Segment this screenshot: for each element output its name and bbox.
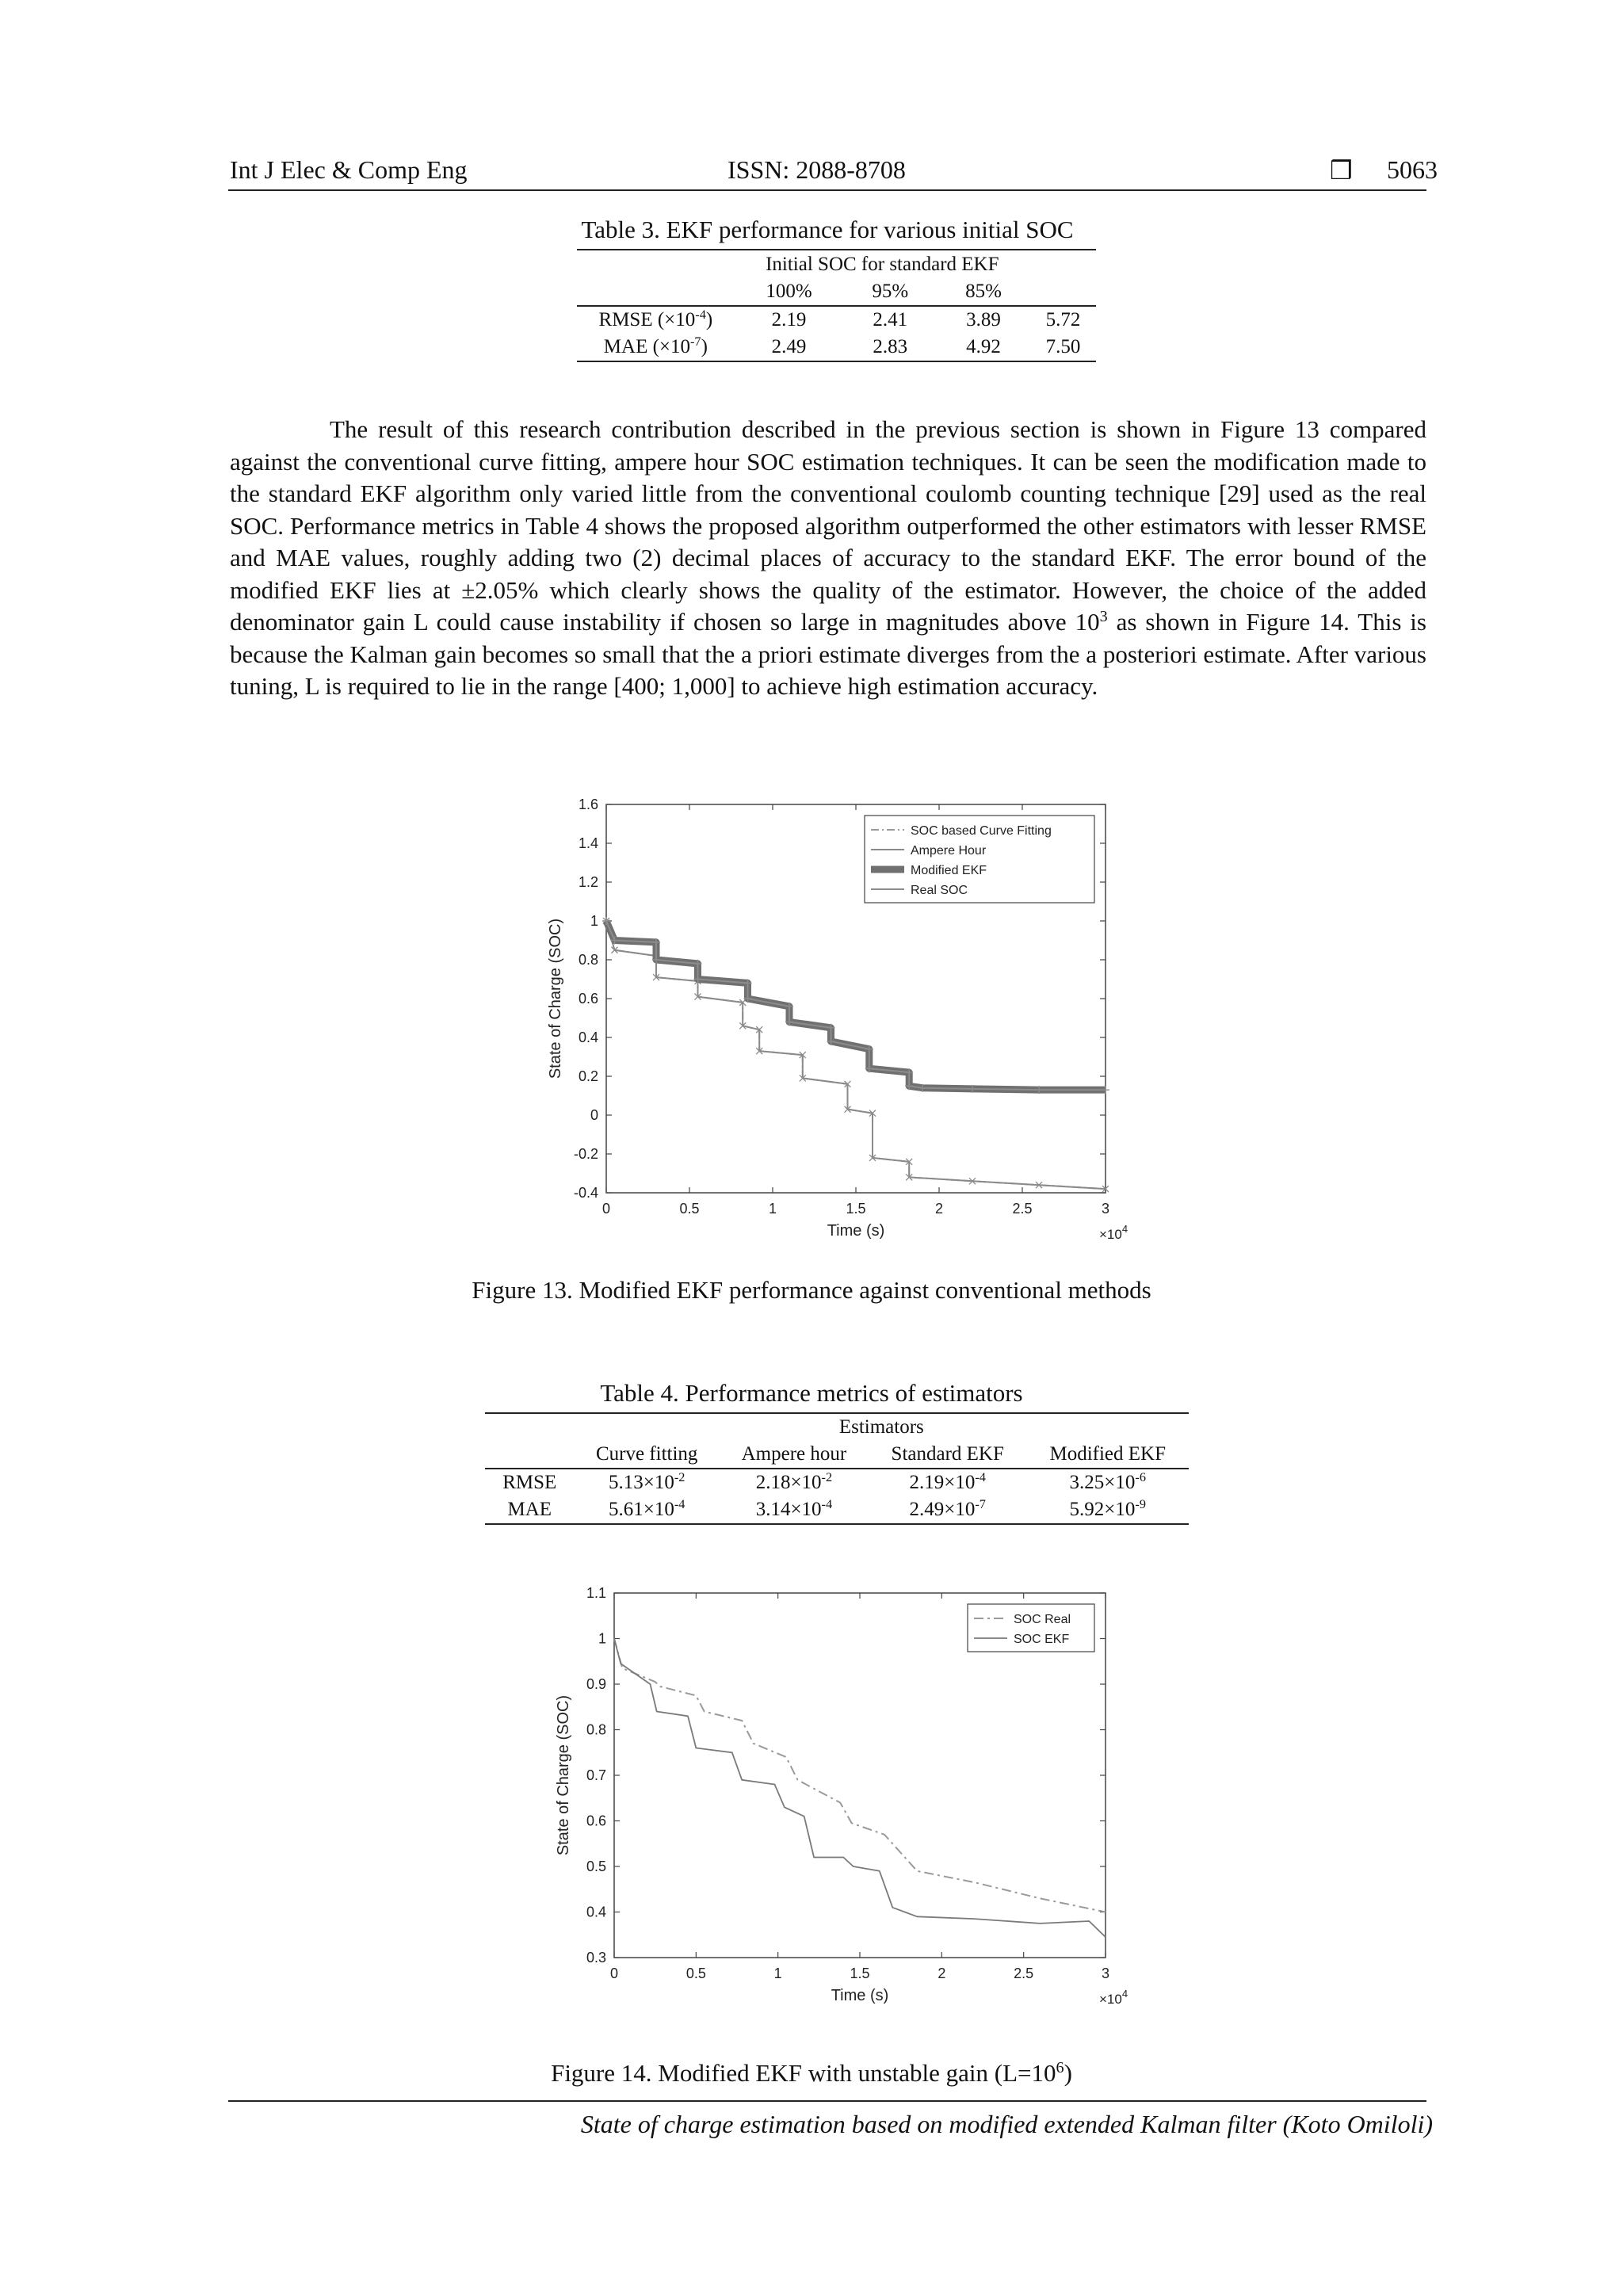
table-row (577, 334, 1096, 361)
table4-column-header: Curve fitting (595, 1443, 698, 1465)
table4-column-header-row (485, 1441, 1189, 1469)
table3-column-header (1030, 278, 1096, 306)
y-tick-label: 1.1 (586, 1585, 606, 1601)
x-tick-label: 1.5 (850, 1966, 870, 1981)
table-cell: $5.61\times 10^{-4}$ (609, 1497, 685, 1520)
table3-column-header: 95% (872, 281, 909, 302)
legend-label: Ampere Hour (911, 844, 987, 858)
x-tick-label: 2.5 (1014, 1966, 1034, 1981)
row-label: MAE (507, 1499, 552, 1520)
y-tick-label: 1 (590, 913, 598, 929)
table-cell: $5.13\times 10^{-2}$ (609, 1470, 685, 1493)
y-tick-label: 0.2 (578, 1068, 598, 1084)
table-cell: 3.89 (966, 309, 1001, 330)
x-axis-label: Time (s) (827, 1222, 885, 1240)
table3 (577, 251, 1096, 362)
table4-group-header: Estimators (838, 1416, 924, 1438)
header-rule (228, 189, 1426, 191)
footer-rule (228, 2100, 1426, 2102)
table-cell: $5.92\times 10^{-9}$ (1069, 1497, 1146, 1520)
table-cell: 5.72 (1045, 309, 1081, 330)
table4-caption: Table 4. Performance metrics of estimators (600, 1379, 1023, 1407)
y-tick-label: 0.4 (586, 1904, 606, 1920)
table4 (485, 1414, 1189, 1525)
table-cell: $3.25\times 10^{-6}$ (1069, 1470, 1146, 1493)
table-cell: 7.50 (1045, 336, 1081, 357)
y-tick-label: 1 (598, 1630, 606, 1647)
y-tick-label: 0.8 (578, 952, 598, 968)
table-row (485, 1496, 1189, 1524)
x-tick-label: 2 (938, 1966, 946, 1981)
y-tick-label: 0 (590, 1107, 598, 1123)
table3-caption: Table 3. EKF performance for various initial SOC (581, 216, 1074, 243)
y-tick-label: 1.2 (578, 874, 598, 890)
x-tick-label: 0 (609, 1966, 619, 1981)
y-tick-label: 0.4 (578, 1030, 598, 1045)
x-tick-label: 0.5 (679, 1201, 700, 1217)
figure14-caption: Figure 14. Modified EKF with unstable gain $(L=10^6)$ (551, 2058, 1072, 2087)
table-cell: 2.41 (873, 309, 908, 330)
x-tick-label: 2.5 (1012, 1201, 1033, 1217)
running-title: State of charge estimation based on modified extended Kalman filter (Koto Omiloli) (580, 2110, 1433, 2138)
figure13-caption: Figure 13. Modified EKF performance against conventional methods (472, 1276, 1151, 1304)
page-number: 5063 (1387, 155, 1438, 184)
y-tick-label: 0.6 (586, 1813, 606, 1829)
x-axis-label: Time (s) (831, 1987, 889, 2004)
legend-label: Modified EKF (911, 864, 987, 877)
figure14-chart (547, 1573, 1133, 2033)
legend-label: SOC Real (1014, 1613, 1071, 1626)
y-tick-label: 0.7 (586, 1767, 606, 1783)
y-tick-label: 0.8 (586, 1721, 606, 1738)
row-label: RMSE $(\times 10^{-4})$ (598, 308, 713, 330)
issn: ISSN: 2088-8708 (727, 155, 906, 184)
y-axis-label: State of Charge (SOC) (547, 918, 564, 1079)
x-multiplier: $\times 10^4$ (1099, 1223, 1128, 1242)
table-row (485, 1469, 1189, 1496)
y-tick-label: -0.2 (573, 1146, 598, 1162)
table-cell: $2.18\times 10^{-2}$ (755, 1470, 833, 1493)
table-cell: 2.83 (873, 336, 908, 357)
table-row (577, 306, 1096, 334)
table4-column-header: Ampere hour (741, 1443, 847, 1465)
table3-column-header: 100% (766, 281, 812, 302)
checkbox-icon: ❒ (1330, 156, 1353, 185)
x-tick-label: 1.5 (846, 1201, 866, 1217)
table-cell: $2.49\times 10^{-7}$ (909, 1497, 986, 1520)
figure13-chart (539, 785, 1141, 1260)
table3-top-rule (577, 249, 1096, 250)
x-tick-label: 3 (1101, 1201, 1110, 1217)
legend-label: SOC EKF (1014, 1633, 1070, 1646)
x-multiplier: $\times 10^4$ (1099, 1988, 1128, 2007)
table3-column-header: 85% (965, 281, 1002, 302)
table-cell: $3.14\times 10^{-4}$ (755, 1497, 833, 1520)
y-tick-label: 0.5 (586, 1859, 606, 1874)
table-cell: $2.19\times 10^{-4}$ (909, 1470, 986, 1493)
body-paragraph: The result of this research contribution described in the previous section is shown in Figure 13 compared against the conventional curve fitting, ampere hour SOC estimation techniques. It can be seen the modification made to the standard EKF algorithm only varied little from the conventional coulomb counting technique [29] used as the real SOC. Performance metrics in Table 4 shows the proposed algorithm outperformed the other estimators with lesser RMSE and MAE values, roughly adding two (2) decimal places of accuracy to the standard EKF. The error bound of the modified EKF lies at ±2.05% which clearly shows the quality of the estimator. However, the choice of the added denominator gain L could cause instability if chosen so large in magnitudes above $10^3$ as shown in Figure 14. This is because the Kalman gain becomes so small that the a priori estimate diverges from the a posteriori estimate. After various tuning, L is required to lie in the range [400; 1,000] to achieve high estimation accuracy. (230, 415, 1426, 700)
journal-name: Int J Elec & Comp Eng (230, 155, 468, 184)
y-axis-label: State of Charge (SOC) (555, 1694, 572, 1856)
row-label: RMSE (502, 1472, 557, 1493)
y-tick-label: -0.4 (573, 1185, 598, 1201)
x-tick-label: 0 (601, 1201, 611, 1217)
table4-column-header: Standard EKF (891, 1443, 1004, 1465)
x-tick-label: 0.5 (685, 1966, 706, 1981)
y-tick-label: 1.4 (578, 835, 598, 851)
y-tick-label: 0.6 (578, 991, 598, 1007)
legend-label: SOC based Curve Fitting (911, 824, 1052, 838)
table4-column-header: Modified EKF (1049, 1443, 1167, 1465)
table3-column-header-row (577, 278, 1096, 306)
legend-label: Real SOC (911, 884, 968, 897)
x-tick-label: 2 (934, 1201, 944, 1217)
y-tick-label: 0.3 (586, 1950, 606, 1966)
row-label: MAE $(\times 10^{-7})$ (603, 334, 708, 357)
x-tick-label: 1 (768, 1201, 777, 1217)
x-tick-label: 1 (773, 1966, 782, 1981)
table-cell: 2.19 (771, 309, 807, 330)
y-tick-label: 1.6 (578, 797, 598, 812)
x-tick-label: 3 (1101, 1966, 1110, 1981)
table-cell: 2.49 (771, 336, 807, 357)
table3-group-header: Initial SOC for standard EKF (766, 254, 999, 275)
y-tick-label: 0.9 (586, 1676, 606, 1692)
table-cell: 4.92 (966, 336, 1001, 357)
